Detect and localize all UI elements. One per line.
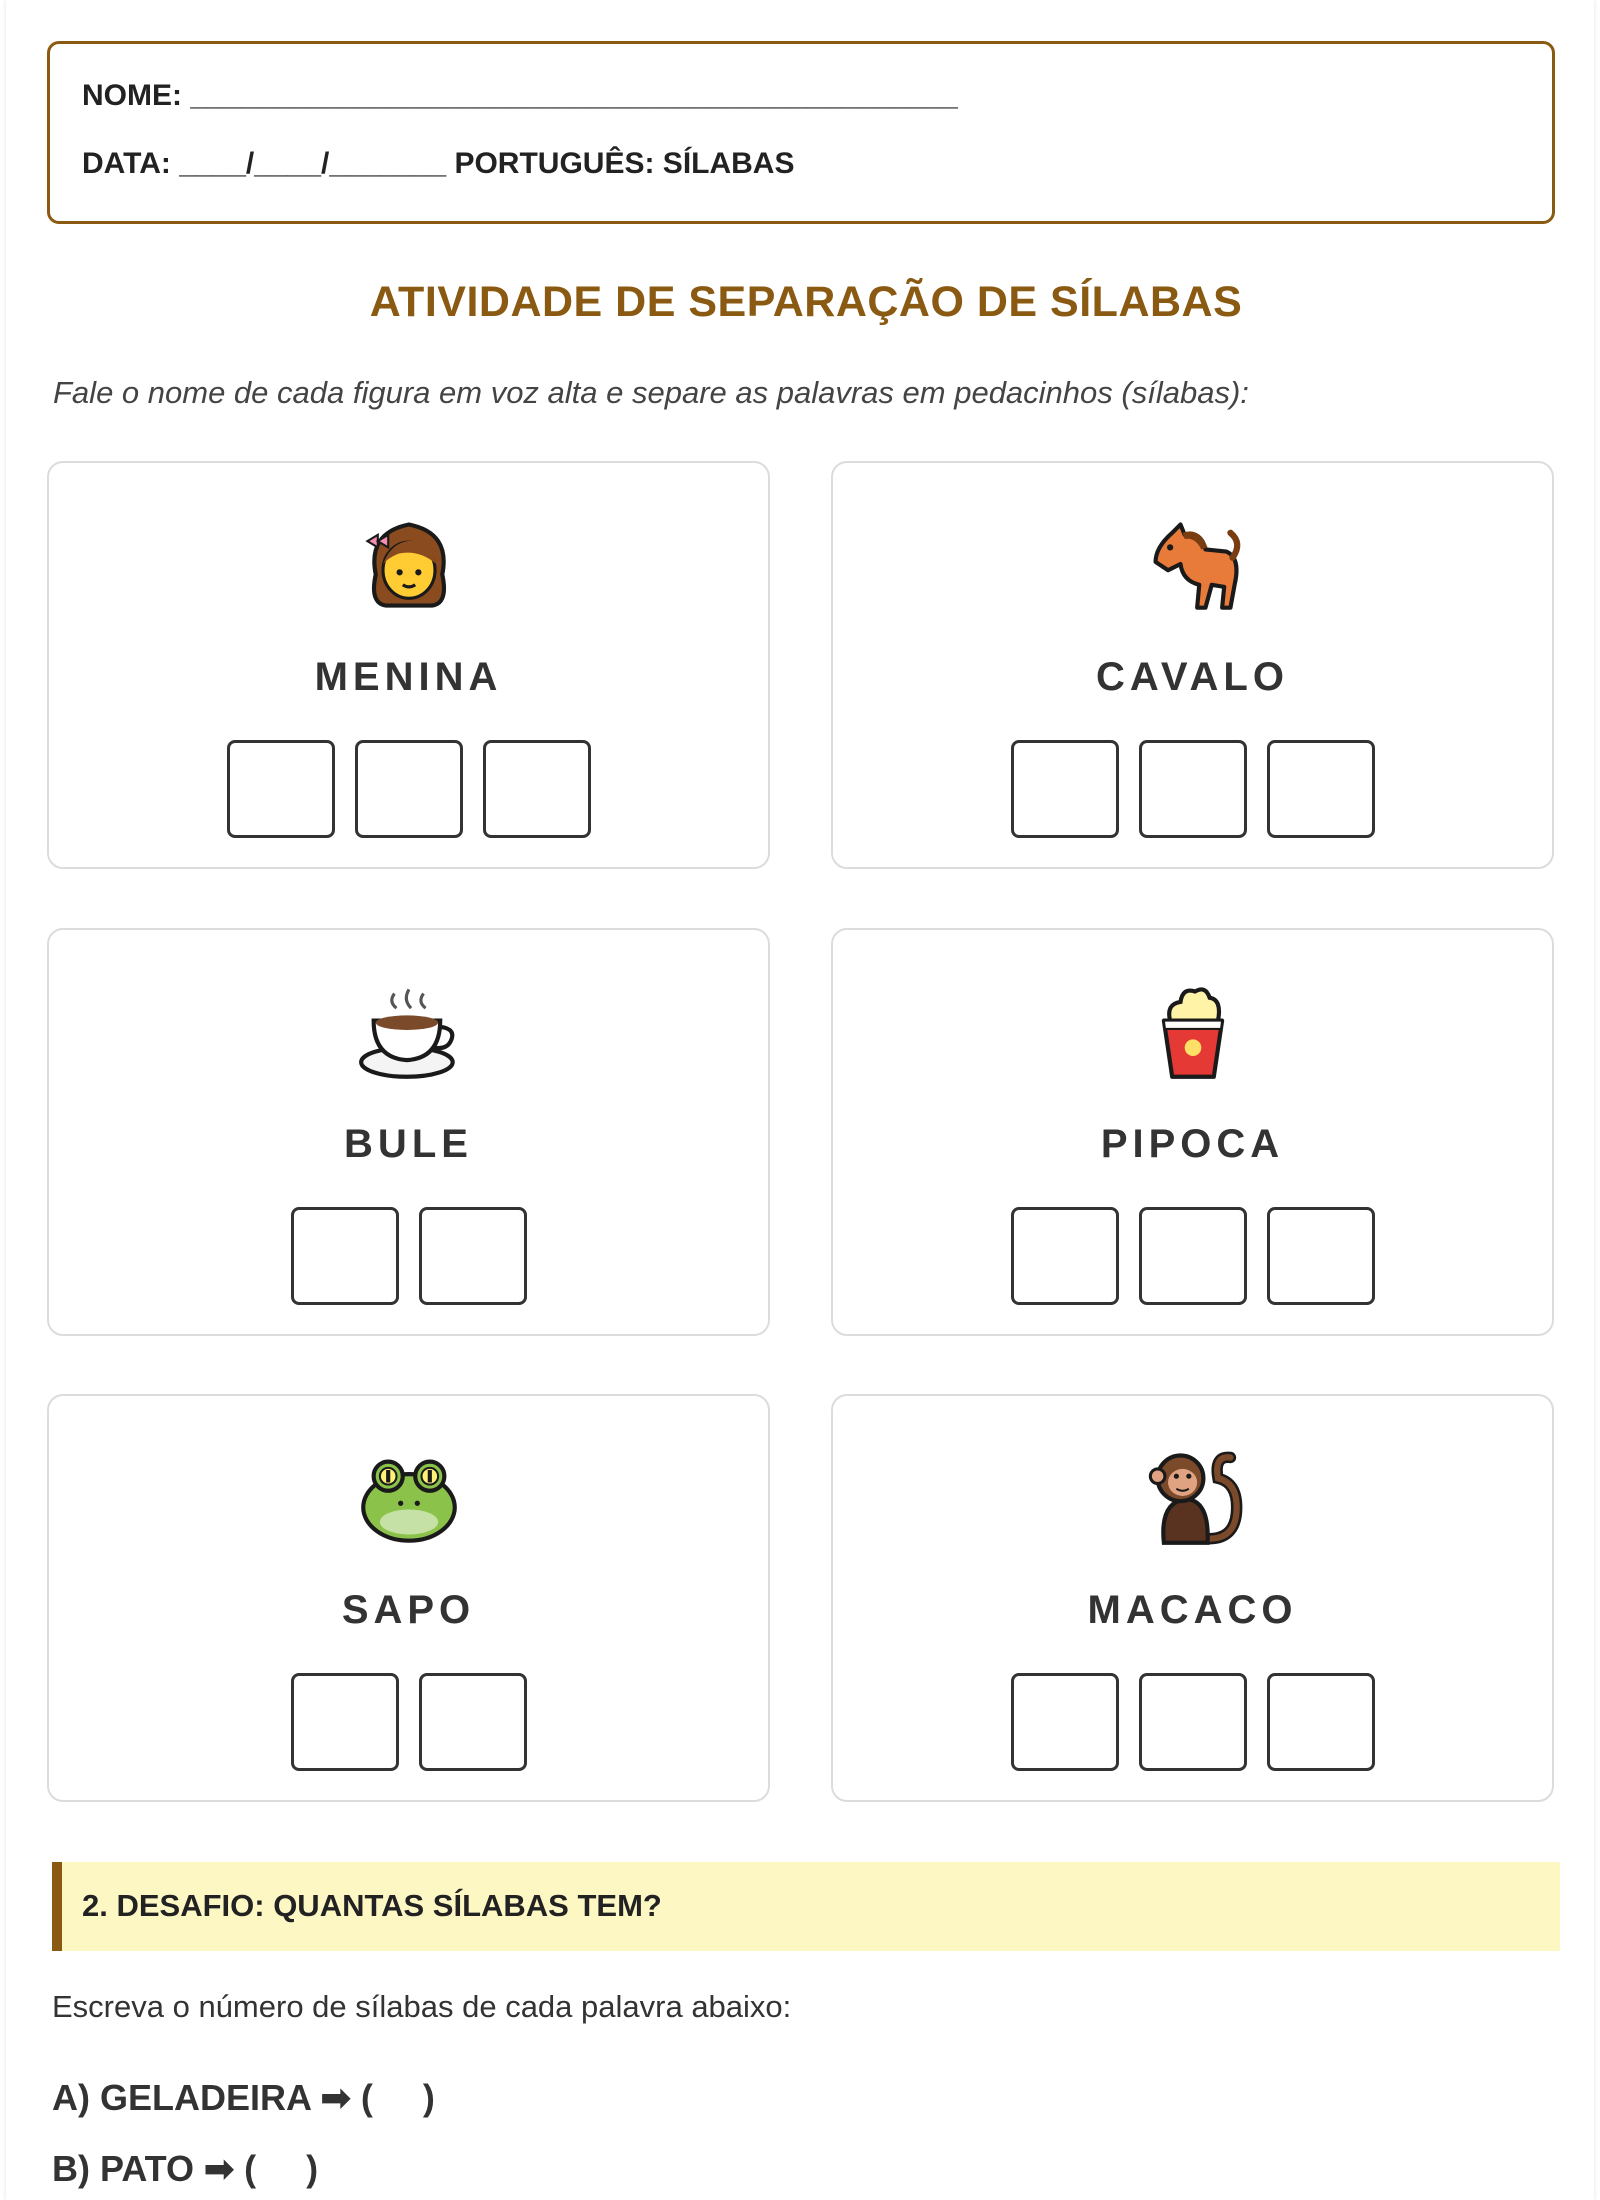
student-info-box <box>47 41 1555 224</box>
horse-icon <box>833 509 1552 619</box>
syllable-box[interactable] <box>1011 1207 1119 1305</box>
word-label: PIPOCA <box>1100 1122 1285 1166</box>
syllable-box[interactable] <box>1267 1207 1375 1305</box>
challenge-instruction: Escreva o número de sílabas de cada palavra abaixo: <box>52 1989 792 2024</box>
card-cavalo <box>831 461 1554 869</box>
syllable-boxes <box>49 740 768 838</box>
word-label: MENINA <box>314 655 503 699</box>
card-sapo <box>47 1394 770 1802</box>
syllable-box[interactable] <box>1267 740 1375 838</box>
word-label: BULE <box>344 1122 473 1166</box>
worksheet-page <box>6 0 1594 2200</box>
syllable-boxes <box>833 1673 1552 1771</box>
challenge-heading-box <box>52 1862 1560 1951</box>
syllable-box[interactable] <box>1267 1673 1375 1771</box>
frog-icon <box>49 1442 768 1552</box>
syllable-box[interactable] <box>1139 740 1247 838</box>
syllable-boxes <box>49 1673 768 1771</box>
name-field-line[interactable]: NOME: ______________________________________________ <box>82 79 958 112</box>
syllable-box[interactable] <box>1011 740 1119 838</box>
syllable-box[interactable] <box>227 740 335 838</box>
card-bule <box>47 928 770 1336</box>
page-title: ATIVIDADE DE SEPARAÇÃO DE SÍLABAS <box>369 278 1243 326</box>
girl-icon <box>49 509 768 619</box>
activity-instruction: Fale o nome de cada figura em voz alta e separe as palavras em pedacinhos (sílabas): <box>53 375 1249 410</box>
word-label: SAPO <box>341 1588 476 1632</box>
word-label: CAVALO <box>1096 655 1289 699</box>
popcorn-icon <box>833 976 1552 1086</box>
syllable-boxes <box>49 1207 768 1305</box>
card-macaco <box>831 1394 1554 1802</box>
date-subject-line[interactable]: DATA: ____/____/_______ PORTUGUÊS: SÍLABAS <box>82 147 795 180</box>
syllable-box[interactable] <box>291 1207 399 1305</box>
card-pipoca <box>831 928 1554 1336</box>
syllable-box[interactable] <box>355 740 463 838</box>
monkey-icon <box>833 1442 1552 1552</box>
question-b[interactable]: B) PATO ➡ ( ) <box>52 2148 319 2189</box>
syllable-boxes <box>833 740 1552 838</box>
teapot-cup-icon <box>49 976 768 1086</box>
syllable-boxes <box>833 1207 1552 1305</box>
syllable-box[interactable] <box>1011 1673 1119 1771</box>
syllable-box[interactable] <box>419 1207 527 1305</box>
syllable-box[interactable] <box>419 1673 527 1771</box>
syllable-box[interactable] <box>483 740 591 838</box>
challenge-heading: 2. DESAFIO: QUANTAS SÍLABAS TEM? <box>82 1888 662 1923</box>
word-label: MACACO <box>1087 1588 1298 1632</box>
syllable-box[interactable] <box>1139 1207 1247 1305</box>
syllable-box[interactable] <box>291 1673 399 1771</box>
card-menina <box>47 461 770 869</box>
question-a[interactable]: A) GELADEIRA ➡ ( ) <box>52 2077 435 2118</box>
syllable-box[interactable] <box>1139 1673 1247 1771</box>
